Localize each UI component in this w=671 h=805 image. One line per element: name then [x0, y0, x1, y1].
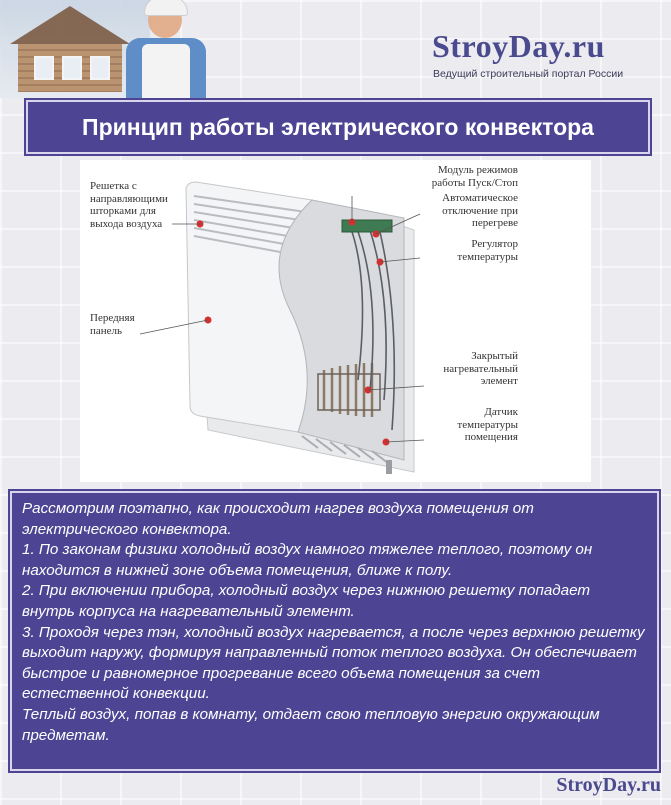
- step-1-paragraph: 1. По законам физики холодный воздух намного тяжелее теплого, поэтому он находится в нижней зоне объема помещения, ближе к полу.: [22, 541, 593, 579]
- description-text: [10, 491, 659, 771]
- header: [0, 0, 671, 98]
- label-heater: Закрытый нагревательный элемент: [443, 350, 518, 387]
- intro-paragraph: Рассмотрим поэтапно, как происходит нагрев воздуха помещения от электрического конвектора.: [22, 500, 534, 538]
- label-front-panel: Передняя панель: [90, 312, 135, 337]
- convector-diagram: [80, 160, 591, 482]
- label-auto-off: Автоматическое отключение при перегреве: [442, 192, 518, 229]
- label-mode-module: Модуль режимов работы Пуск/Стоп: [431, 164, 518, 189]
- worker-image: [112, 0, 222, 98]
- step-3-paragraph: 3. Проходя через тэн, холодный воздух нагревается, а после через верхнюю решетку выходит наружу, формируя направленный поток теплого воздуха. Он обеспечивает быстрое и равномерное прогревание всего объема помещения за счет естественной конвекции.: [22, 623, 645, 703]
- label-sensor: Датчик температуры помещения: [457, 406, 518, 443]
- label-grille: Решетка с направляющими шторками для выхода воздуха: [90, 180, 168, 230]
- brand-logo[interactable]: StroyDay.ru: [432, 28, 605, 64]
- step-2-paragraph: 2. При включении прибора, холодный воздух через нижнюю решетку попадает внутрь корпуса на нагревательный элемент.: [22, 582, 591, 620]
- label-regulator: Регулятор температуры: [457, 238, 518, 263]
- conclusion-paragraph: Теплый воздух, попав в комнату, отдает свою тепловую энергию окружающим предметам.: [22, 705, 600, 744]
- footer-brand-logo[interactable]: StroyDay.ru: [556, 774, 661, 796]
- brand-tagline: Ведущий строительный портал России: [433, 68, 624, 80]
- page-title: Принцип работы электрического конвектора: [26, 100, 650, 154]
